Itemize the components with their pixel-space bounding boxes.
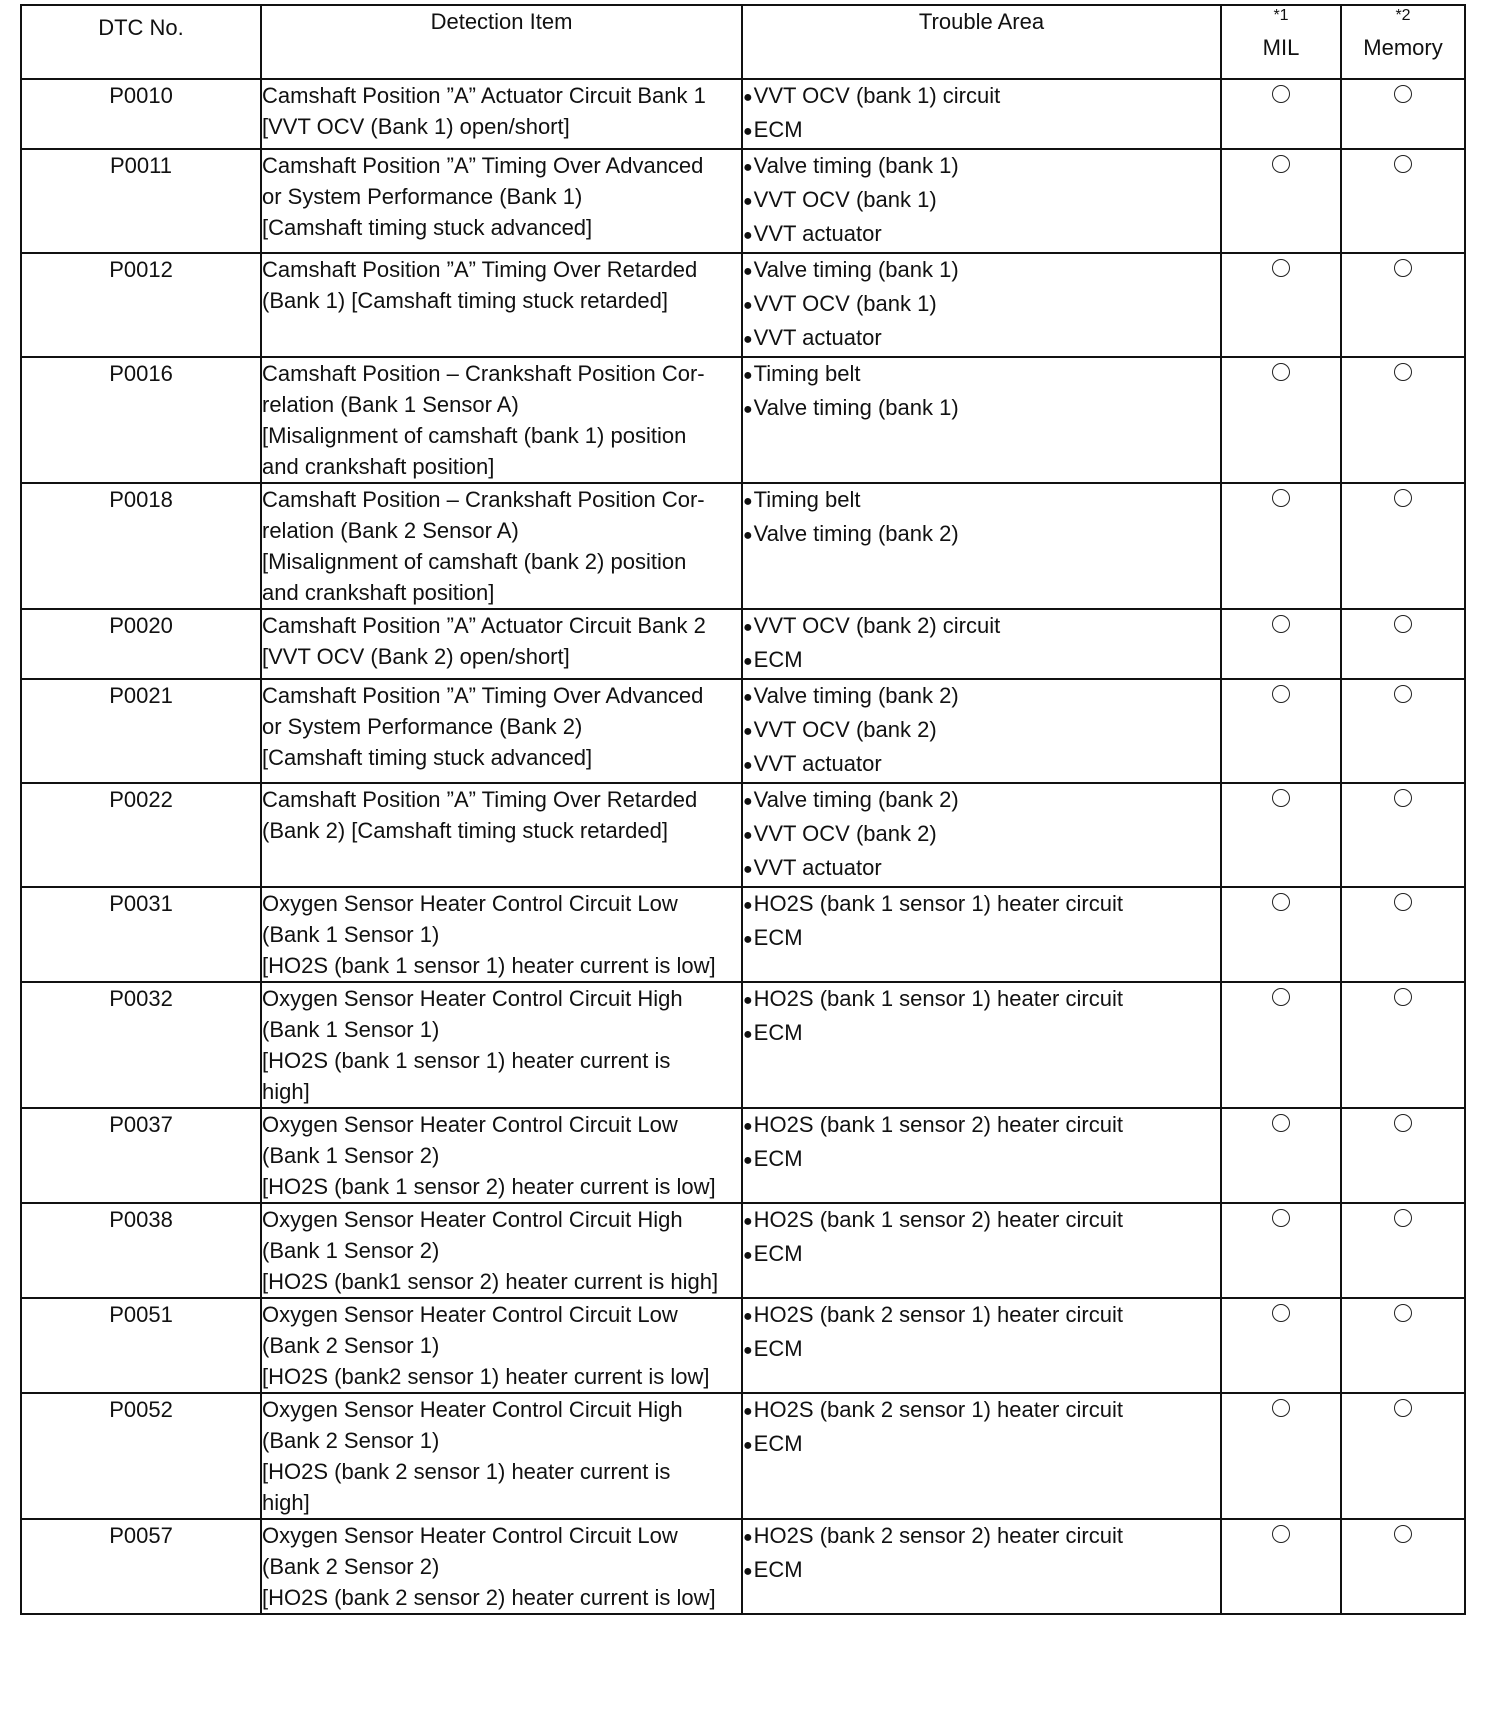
memory-footnote-mark: *2 [1395, 7, 1411, 24]
trouble-area-text: Valve timing (bank 2) [753, 683, 959, 708]
detection-item-cell [261, 79, 742, 149]
trouble-area-item [743, 322, 1220, 356]
bullet-icon: ● [743, 1026, 753, 1043]
mil-cell [1221, 609, 1341, 679]
mil-circle-icon [1272, 1525, 1290, 1543]
bullet-icon: ● [743, 89, 753, 106]
detection-item-line: (Bank 2 Sensor 2) [262, 1554, 440, 1579]
trouble-area-text: VVT actuator [753, 751, 882, 776]
bullet-icon: ● [743, 723, 753, 740]
table-body [21, 79, 1465, 1614]
memory-cell [1341, 253, 1465, 357]
bullet-icon: ● [743, 193, 753, 210]
bullet-icon: ● [743, 123, 753, 140]
memory-cell [1341, 1519, 1465, 1614]
mil-circle-icon [1272, 988, 1290, 1006]
mil-circle-icon [1272, 1114, 1290, 1132]
detection-item-cell [261, 357, 742, 483]
trouble-area-cell [742, 1203, 1221, 1298]
bullet-icon: ● [743, 159, 753, 176]
trouble-area-item [743, 254, 1220, 288]
trouble-area-text: Valve timing (bank 2) [753, 787, 959, 812]
bullet-icon: ● [743, 1403, 753, 1420]
detection-item-line: Oxygen Sensor Heater Control Circuit Low [262, 1523, 678, 1548]
memory-circle-icon [1394, 1399, 1412, 1417]
mil-cell [1221, 679, 1341, 783]
trouble-area-text: HO2S (bank 2 sensor 1) heater circuit [753, 1397, 1123, 1422]
trouble-area-text: ECM [753, 117, 803, 142]
trouble-area-item [743, 983, 1220, 1017]
detection-item-line: (Bank 1 Sensor 1) [262, 922, 440, 947]
memory-cell [1341, 79, 1465, 149]
detection-item-cell [261, 1519, 742, 1614]
detection-item-line: Camshaft Position ”A” Timing Over Advanced [262, 683, 704, 708]
mil-circle-icon [1272, 489, 1290, 507]
dtc-code-cell: P0020 [21, 609, 261, 679]
trouble-area-text: VVT actuator [753, 855, 882, 880]
trouble-area-item [743, 484, 1220, 518]
trouble-area-cell [742, 1519, 1221, 1614]
trouble-area-text: VVT actuator [753, 325, 882, 350]
trouble-area-item [743, 818, 1220, 852]
detection-item-line: (Bank 2 Sensor 1) [262, 1333, 440, 1358]
table-row [21, 483, 1465, 609]
memory-circle-icon [1394, 85, 1412, 103]
detection-item-line: [HO2S (bank 1 sensor 2) heater current is low] [262, 1174, 716, 1199]
mil-circle-icon [1272, 789, 1290, 807]
trouble-area-text: Timing belt [753, 487, 861, 512]
table-row [21, 1393, 1465, 1519]
bullet-icon: ● [743, 1342, 753, 1359]
detection-item-line: and crankshaft position] [262, 454, 495, 479]
detection-item-line: Oxygen Sensor Heater Control Circuit Low [262, 1302, 678, 1327]
mil-circle-icon [1272, 1304, 1290, 1322]
memory-circle-icon [1394, 685, 1412, 703]
trouble-area-cell [742, 149, 1221, 253]
detection-item-line: [VVT OCV (Bank 1) open/short] [262, 114, 570, 139]
trouble-area-text: ECM [753, 1557, 803, 1582]
bullet-icon: ● [743, 897, 753, 914]
memory-circle-icon [1394, 893, 1412, 911]
bullet-icon: ● [743, 527, 753, 544]
detection-item-line: (Bank 2 Sensor 1) [262, 1428, 440, 1453]
bullet-icon: ● [743, 1118, 753, 1135]
table-row [21, 253, 1465, 357]
table-row [21, 609, 1465, 679]
detection-item-line: [Misalignment of camshaft (bank 1) position [262, 423, 687, 448]
table-row [21, 79, 1465, 149]
bullet-icon: ● [743, 757, 753, 774]
memory-circle-icon [1394, 988, 1412, 1006]
header-row [21, 5, 1465, 79]
trouble-area-item [743, 114, 1220, 148]
detection-item-line: [HO2S (bank 1 sensor 1) heater current is [262, 1048, 671, 1073]
detection-item-line: Camshaft Position – Crankshaft Position Cor- [262, 487, 705, 512]
detection-item-line: high] [262, 1490, 310, 1515]
memory-circle-icon [1394, 789, 1412, 807]
trouble-area-text: Valve timing (bank 1) [753, 395, 959, 420]
detection-item-line: Oxygen Sensor Heater Control Circuit High [262, 1207, 683, 1232]
trouble-area-item [743, 218, 1220, 252]
mil-cell [1221, 1519, 1341, 1614]
memory-circle-icon [1394, 1209, 1412, 1227]
trouble-area-item [743, 888, 1220, 922]
trouble-area-cell [742, 679, 1221, 783]
detection-item-line: [Camshaft timing stuck advanced] [262, 215, 593, 240]
trouble-area-text: HO2S (bank 1 sensor 1) heater circuit [753, 891, 1123, 916]
memory-cell [1341, 679, 1465, 783]
detection-item-line: Oxygen Sensor Heater Control Circuit Low [262, 1112, 678, 1137]
trouble-area-item [743, 784, 1220, 818]
trouble-area-item [743, 80, 1220, 114]
detection-item-line: [HO2S (bank1 sensor 2) heater current is high] [262, 1269, 719, 1294]
mil-cell [1221, 357, 1341, 483]
trouble-area-item [743, 748, 1220, 782]
trouble-area-text: ECM [753, 1336, 803, 1361]
mil-cell [1221, 149, 1341, 253]
trouble-area-item [743, 1017, 1220, 1051]
mil-circle-icon [1272, 259, 1290, 277]
trouble-area-item [743, 1204, 1220, 1238]
dtc-code-cell: P0057 [21, 1519, 261, 1614]
bullet-icon: ● [743, 1563, 753, 1580]
bullet-icon: ● [743, 653, 753, 670]
trouble-area-cell [742, 1393, 1221, 1519]
detection-item-line: high] [262, 1079, 310, 1104]
detection-item-cell [261, 1203, 742, 1298]
table-row [21, 1203, 1465, 1298]
trouble-area-cell [742, 783, 1221, 887]
detection-item-line: (Bank 1 Sensor 2) [262, 1238, 440, 1263]
trouble-area-item [743, 150, 1220, 184]
memory-cell [1341, 357, 1465, 483]
trouble-area-text: VVT OCV (bank 1) [753, 187, 937, 212]
detection-item-cell [261, 1298, 742, 1393]
trouble-area-text: VVT actuator [753, 221, 882, 246]
trouble-area-text: HO2S (bank 2 sensor 1) heater circuit [753, 1302, 1123, 1327]
detection-item-line: Oxygen Sensor Heater Control Circuit Low [262, 891, 678, 916]
detection-item-line: or System Performance (Bank 2) [262, 714, 583, 739]
mil-circle-icon [1272, 155, 1290, 173]
trouble-area-text: ECM [753, 1020, 803, 1045]
dtc-code-cell: P0010 [21, 79, 261, 149]
trouble-area-cell [742, 887, 1221, 982]
header-memory [1341, 5, 1465, 79]
bullet-icon: ● [743, 401, 753, 418]
dtc-code-cell: P0031 [21, 887, 261, 982]
trouble-area-cell [742, 609, 1221, 679]
table-row [21, 887, 1465, 982]
trouble-area-item [743, 358, 1220, 392]
bullet-icon: ● [743, 263, 753, 280]
trouble-area-text: ECM [753, 647, 803, 672]
trouble-area-item [743, 1554, 1220, 1588]
memory-cell [1341, 887, 1465, 982]
trouble-area-item [743, 610, 1220, 644]
memory-cell [1341, 1298, 1465, 1393]
memory-circle-icon [1394, 1525, 1412, 1543]
mil-footnote-mark: *1 [1273, 7, 1289, 24]
mil-cell [1221, 79, 1341, 149]
trouble-area-text: Valve timing (bank 1) [753, 153, 959, 178]
bullet-icon: ● [743, 827, 753, 844]
trouble-area-item [743, 922, 1220, 956]
dtc-code-cell: P0016 [21, 357, 261, 483]
memory-circle-icon [1394, 489, 1412, 507]
bullet-icon: ● [743, 1152, 753, 1169]
detection-item-line: [HO2S (bank2 sensor 1) heater current is low] [262, 1364, 710, 1389]
mil-cell [1221, 1298, 1341, 1393]
table-header [21, 5, 1465, 79]
trouble-area-item [743, 1428, 1220, 1462]
detection-item-cell [261, 483, 742, 609]
trouble-area-item [743, 1238, 1220, 1272]
trouble-area-cell [742, 357, 1221, 483]
detection-item-line: [HO2S (bank 2 sensor 1) heater current is [262, 1459, 671, 1484]
trouble-area-cell [742, 253, 1221, 357]
detection-item-cell [261, 982, 742, 1108]
trouble-area-cell [742, 982, 1221, 1108]
trouble-area-item [743, 1520, 1220, 1554]
detection-item-cell [261, 1393, 742, 1519]
detection-item-line: Camshaft Position ”A” Actuator Circuit Bank 2 [262, 613, 706, 638]
memory-cell [1341, 982, 1465, 1108]
bullet-icon: ● [743, 367, 753, 384]
memory-cell [1341, 1393, 1465, 1519]
table-row [21, 783, 1465, 887]
bullet-icon: ● [743, 1213, 753, 1230]
detection-item-line: Camshaft Position – Crankshaft Position Cor- [262, 361, 705, 386]
detection-item-cell [261, 1108, 742, 1203]
dtc-code-cell: P0032 [21, 982, 261, 1108]
trouble-area-item [743, 680, 1220, 714]
trouble-area-text: VVT OCV (bank 2) circuit [753, 613, 1001, 638]
detection-item-line: relation (Bank 1 Sensor A) [262, 392, 519, 417]
trouble-area-text: HO2S (bank 2 sensor 2) heater circuit [753, 1523, 1123, 1548]
detection-item-cell [261, 783, 742, 887]
detection-item-cell [261, 887, 742, 982]
detection-item-line: Oxygen Sensor Heater Control Circuit High [262, 1397, 683, 1422]
detection-item-line: [Misalignment of camshaft (bank 2) position [262, 549, 687, 574]
table-row [21, 1298, 1465, 1393]
mil-cell [1221, 483, 1341, 609]
memory-cell [1341, 149, 1465, 253]
dtc-code-cell: P0021 [21, 679, 261, 783]
detection-item-line: (Bank 1) [Camshaft timing stuck retarded] [262, 288, 668, 313]
memory-cell [1341, 783, 1465, 887]
detection-item-line: [HO2S (bank 1 sensor 1) heater current is low] [262, 953, 716, 978]
detection-item-line: (Bank 2) [Camshaft timing stuck retarded] [262, 818, 668, 843]
mil-cell [1221, 887, 1341, 982]
mil-cell [1221, 1393, 1341, 1519]
detection-item-line: and crankshaft position] [262, 580, 495, 605]
bullet-icon: ● [743, 227, 753, 244]
detection-item-line: [HO2S (bank 2 sensor 2) heater current is low] [262, 1585, 716, 1610]
bullet-icon: ● [743, 619, 753, 636]
trouble-area-text: VVT OCV (bank 1) [753, 291, 937, 316]
trouble-area-item [743, 392, 1220, 426]
detection-item-cell [261, 253, 742, 357]
mil-cell [1221, 783, 1341, 887]
detection-item-cell [261, 609, 742, 679]
bullet-icon: ● [743, 331, 753, 348]
mil-circle-icon [1272, 1399, 1290, 1417]
trouble-area-cell [742, 483, 1221, 609]
dtc-code-cell: P0052 [21, 1393, 261, 1519]
detection-item-line: [Camshaft timing stuck advanced] [262, 745, 593, 770]
detection-item-cell [261, 149, 742, 253]
detection-item-line: Oxygen Sensor Heater Control Circuit High [262, 986, 683, 1011]
bullet-icon: ● [743, 689, 753, 706]
bullet-icon: ● [743, 1247, 753, 1264]
detection-item-line: or System Performance (Bank 1) [262, 184, 583, 209]
bullet-icon: ● [743, 1437, 753, 1454]
trouble-area-text: ECM [753, 925, 803, 950]
memory-label: Memory [1363, 35, 1443, 60]
bullet-icon: ● [743, 297, 753, 314]
memory-cell [1341, 1203, 1465, 1298]
trouble-area-text: VVT OCV (bank 1) circuit [753, 83, 1001, 108]
trouble-area-text: ECM [753, 1431, 803, 1456]
trouble-area-item [743, 714, 1220, 748]
table-row [21, 357, 1465, 483]
detection-item-line: Camshaft Position ”A” Actuator Circuit Bank 1 [262, 83, 706, 108]
trouble-area-item [743, 1109, 1220, 1143]
bullet-icon: ● [743, 931, 753, 948]
trouble-area-item [743, 1333, 1220, 1367]
trouble-area-item [743, 1143, 1220, 1177]
memory-circle-icon [1394, 259, 1412, 277]
bullet-icon: ● [743, 992, 753, 1009]
dtc-table [20, 4, 1466, 1615]
header-dtc-no: DTC No. [21, 5, 261, 79]
trouble-area-text: HO2S (bank 1 sensor 1) heater circuit [753, 986, 1123, 1011]
trouble-area-text: HO2S (bank 1 sensor 2) heater circuit [753, 1112, 1123, 1137]
memory-cell [1341, 609, 1465, 679]
dtc-code-cell: P0018 [21, 483, 261, 609]
table-row [21, 679, 1465, 783]
header-mil [1221, 5, 1341, 79]
mil-circle-icon [1272, 893, 1290, 911]
trouble-area-item [743, 518, 1220, 552]
mil-cell [1221, 982, 1341, 1108]
dtc-code-cell: P0038 [21, 1203, 261, 1298]
bullet-icon: ● [743, 1308, 753, 1325]
table-row [21, 982, 1465, 1108]
detection-item-cell [261, 679, 742, 783]
dtc-code-cell: P0011 [21, 149, 261, 253]
mil-cell [1221, 1203, 1341, 1298]
detection-item-line: Camshaft Position ”A” Timing Over Retarded [262, 787, 698, 812]
table-row [21, 149, 1465, 253]
trouble-area-text: ECM [753, 1146, 803, 1171]
bullet-icon: ● [743, 793, 753, 810]
trouble-area-cell [742, 1298, 1221, 1393]
memory-circle-icon [1394, 155, 1412, 173]
memory-circle-icon [1394, 363, 1412, 381]
dtc-code-cell: P0051 [21, 1298, 261, 1393]
trouble-area-text: Valve timing (bank 1) [753, 257, 959, 282]
trouble-area-text: ECM [753, 1241, 803, 1266]
bullet-icon: ● [743, 861, 753, 878]
dtc-code-cell: P0037 [21, 1108, 261, 1203]
trouble-area-item [743, 644, 1220, 678]
memory-circle-icon [1394, 1304, 1412, 1322]
trouble-area-text: Valve timing (bank 2) [753, 521, 959, 546]
mil-cell [1221, 1108, 1341, 1203]
table-row [21, 1108, 1465, 1203]
mil-circle-icon [1272, 685, 1290, 703]
trouble-area-text: Timing belt [753, 361, 861, 386]
trouble-area-cell [742, 1108, 1221, 1203]
memory-circle-icon [1394, 1114, 1412, 1132]
trouble-area-text: HO2S (bank 1 sensor 2) heater circuit [753, 1207, 1123, 1232]
trouble-area-cell [742, 79, 1221, 149]
header-trouble-area: Trouble Area [742, 5, 1221, 79]
mil-circle-icon [1272, 85, 1290, 103]
dtc-code-cell: P0012 [21, 253, 261, 357]
trouble-area-item [743, 1299, 1220, 1333]
table-row [21, 1519, 1465, 1614]
header-detection-item: Detection Item [261, 5, 742, 79]
memory-circle-icon [1394, 615, 1412, 633]
mil-cell [1221, 253, 1341, 357]
bullet-icon: ● [743, 1529, 753, 1546]
mil-circle-icon [1272, 1209, 1290, 1227]
trouble-area-item [743, 288, 1220, 322]
bullet-icon: ● [743, 493, 753, 510]
trouble-area-item [743, 1394, 1220, 1428]
mil-circle-icon [1272, 615, 1290, 633]
memory-cell [1341, 483, 1465, 609]
detection-item-line: (Bank 1 Sensor 1) [262, 1017, 440, 1042]
detection-item-line: [VVT OCV (Bank 2) open/short] [262, 644, 570, 669]
mil-circle-icon [1272, 363, 1290, 381]
trouble-area-text: VVT OCV (bank 2) [753, 717, 937, 742]
mil-label: MIL [1262, 35, 1300, 60]
trouble-area-text: VVT OCV (bank 2) [753, 821, 937, 846]
detection-item-line: relation (Bank 2 Sensor A) [262, 518, 519, 543]
detection-item-line: (Bank 1 Sensor 2) [262, 1143, 440, 1168]
trouble-area-item [743, 852, 1220, 886]
trouble-area-item [743, 184, 1220, 218]
detection-item-line: Camshaft Position ”A” Timing Over Retarded [262, 257, 698, 282]
dtc-code-cell: P0022 [21, 783, 261, 887]
memory-cell [1341, 1108, 1465, 1203]
detection-item-line: Camshaft Position ”A” Timing Over Advanced [262, 153, 704, 178]
